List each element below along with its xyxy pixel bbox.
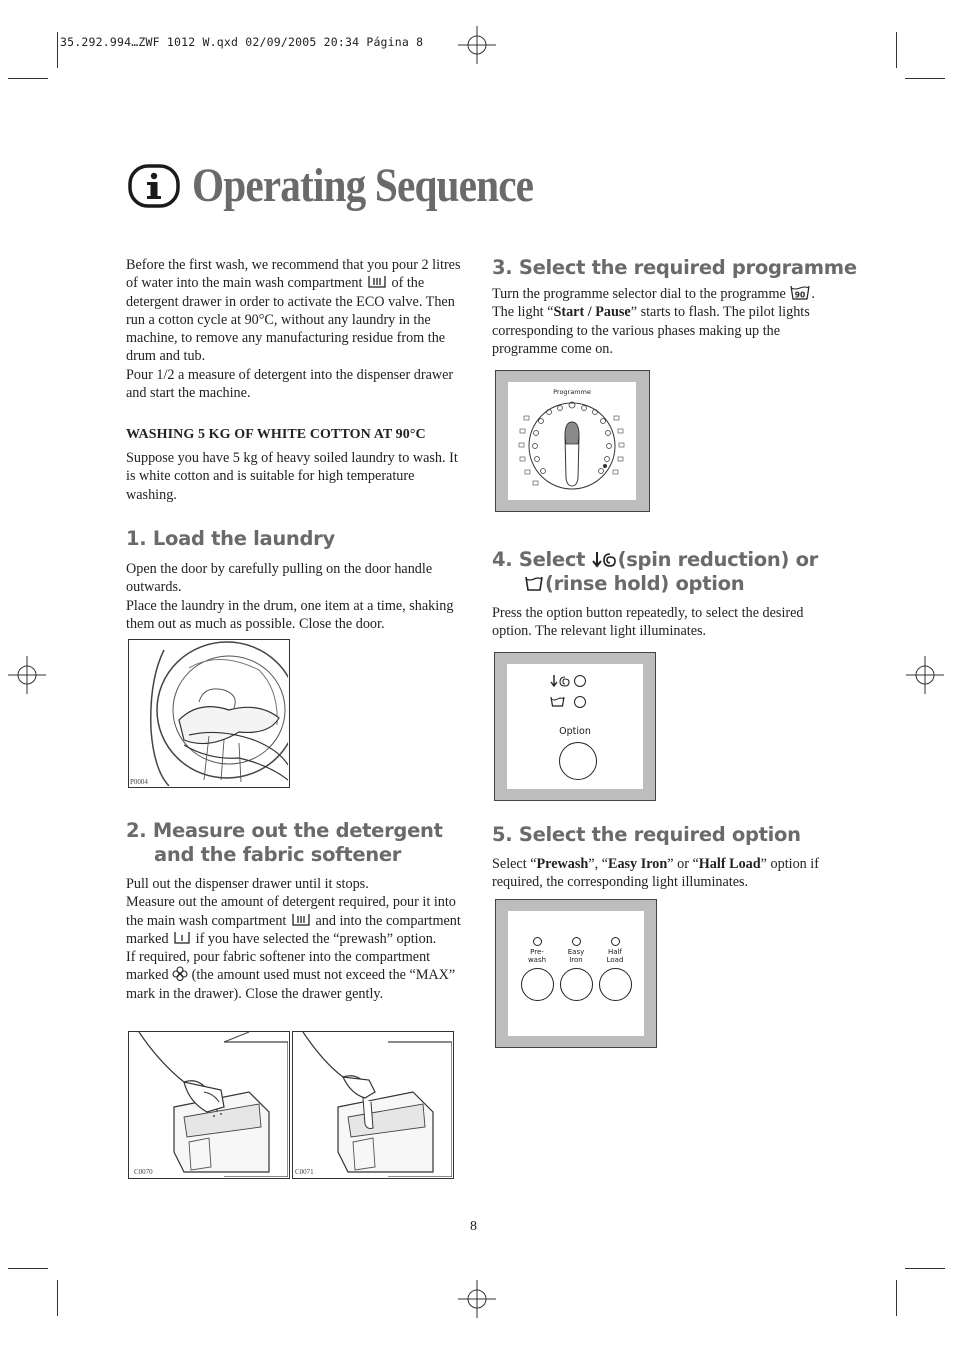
easy-iron-option bbox=[559, 937, 593, 1001]
prewash-button[interactable] bbox=[521, 968, 554, 1001]
prewash-label bbox=[520, 948, 554, 964]
options-panel-face bbox=[508, 911, 644, 1036]
start-pause-label: Start / Pause bbox=[553, 304, 631, 321]
prewash-option-name: Prewash bbox=[536, 856, 589, 872]
drawer-softener-drawing bbox=[293, 1032, 452, 1177]
main-wash-compartment-icon bbox=[366, 275, 388, 289]
step2-heading-line2: and the fabric softener bbox=[154, 843, 402, 866]
step5-text bbox=[492, 855, 828, 892]
intro-p2: Pour 1/2 a measure of detergent into the dispenser drawer and start the machine. bbox=[126, 366, 454, 402]
info-icon bbox=[128, 162, 180, 210]
step3-text bbox=[492, 285, 828, 358]
print-header: 35.292.994…ZWF 1012 W.qxd 02/09/2005 20:34 Página 8 bbox=[60, 35, 424, 49]
figure-code: C0070 bbox=[134, 1168, 153, 1176]
figure-code: P0004 bbox=[130, 778, 148, 786]
prewash-label-line1: Pre- bbox=[530, 948, 544, 956]
main-wash-compartment-icon bbox=[290, 913, 312, 927]
step5-text-c: ” or “ bbox=[667, 856, 699, 872]
laundry-drum-drawing bbox=[129, 640, 288, 786]
step2-heading-line1: 2. Measure out the detergent bbox=[126, 819, 443, 842]
load-laundry-illustration bbox=[128, 639, 290, 788]
step4-heading-a: 4. Select bbox=[492, 548, 586, 571]
option-button-panel bbox=[494, 652, 656, 801]
registration-mark-left bbox=[8, 656, 46, 694]
options-button-panel bbox=[495, 899, 657, 1048]
step2-p3b: (the amount used must not exceed the “MAX” mark in the drawer). Close the drawer gently. bbox=[126, 967, 456, 1002]
step2-p2c: if you have selected the “prewash” option. bbox=[195, 930, 437, 947]
detergent-drawer-illustration-left bbox=[128, 1031, 290, 1179]
prewash-label-line2: wash bbox=[527, 956, 547, 964]
prewash-option bbox=[520, 937, 554, 1001]
page-title: Operating Sequence bbox=[192, 159, 534, 212]
step5-text-a: Select “ bbox=[492, 856, 537, 872]
step4-heading-b: (spin reduction) or bbox=[617, 548, 818, 571]
page-title-block bbox=[128, 158, 589, 213]
half-load-indicator-light bbox=[611, 937, 620, 946]
programme-dial-face bbox=[508, 382, 636, 500]
cotton-90-programme-icon bbox=[789, 285, 811, 300]
step5-text-b: ”, “ bbox=[588, 856, 608, 872]
step4-heading-c: (rinse hold) option bbox=[545, 572, 745, 595]
fabric-softener-flower-icon bbox=[172, 966, 188, 981]
crop-mark bbox=[57, 32, 58, 68]
step2-p2a: Measure out the amount of detergent required, pour it into the main wash compartment bbox=[126, 894, 456, 929]
crop-mark bbox=[8, 1268, 48, 1269]
half-load-label-line1: Half bbox=[608, 948, 622, 956]
step1-p2: Place the laundry in the drum, one item at a time, shaking them out as much as possible. Close the door. bbox=[126, 597, 454, 632]
registration-mark-right bbox=[906, 656, 944, 694]
step1-heading: 1. Load the laundry bbox=[126, 527, 335, 550]
figure-code: C0071 bbox=[295, 1168, 314, 1176]
programme-label: Programme bbox=[553, 388, 591, 396]
half-load-label bbox=[598, 948, 632, 964]
easy-iron-label-line1: Easy bbox=[567, 948, 585, 956]
option-panel-face bbox=[507, 664, 643, 789]
step2-heading bbox=[126, 819, 443, 867]
half-load-option-name: Half Load bbox=[698, 856, 761, 872]
step2-text bbox=[126, 875, 464, 1003]
intro-p1-after: of the detergent drawer in order to activate the ECO valve. Then run a cotton cycle at 90°C, without any laundry in the machine, to remove any manufacturing residue from the drum and tub. bbox=[126, 275, 455, 365]
intro-text bbox=[126, 256, 462, 402]
programme-selector-dial[interactable] bbox=[508, 382, 636, 500]
step2-p2b: and into the compartment marked bbox=[126, 912, 461, 947]
half-load-button[interactable] bbox=[599, 968, 632, 1001]
step3-text-b: . The light “ bbox=[492, 286, 815, 321]
step1-p1: Open the door by carefully pulling on the door handle outwards. bbox=[126, 561, 433, 596]
step3-heading: 3. Select the required programme bbox=[492, 256, 857, 279]
drawer-pour-drawing bbox=[129, 1032, 288, 1177]
step2-p3a: If required, pour fabric softener into the compartment marked bbox=[126, 949, 431, 984]
crop-mark bbox=[905, 1268, 945, 1269]
prewash-indicator-light bbox=[533, 937, 542, 946]
registration-mark-bottom bbox=[458, 1280, 496, 1318]
step3-text-c: ” starts to flash. The pilot lights corresponding to the various phases making up the programme come on. bbox=[492, 304, 810, 357]
step1-text bbox=[126, 560, 462, 633]
easy-iron-indicator-light bbox=[572, 937, 581, 946]
programme-dial-panel bbox=[495, 370, 650, 512]
option-indicators bbox=[547, 673, 599, 713]
step4-heading bbox=[492, 548, 818, 596]
intro-p1-before: Before the first wash, we recommend that you pour 2 litres of water into the main wash compartment bbox=[126, 257, 461, 292]
step5-text-d: ” option if required, the corresponding light illuminates. bbox=[492, 856, 819, 891]
crop-mark bbox=[896, 32, 897, 68]
crop-mark bbox=[8, 78, 48, 79]
crop-mark bbox=[896, 1280, 897, 1316]
crop-mark bbox=[57, 1280, 58, 1316]
easy-iron-label-line2: Iron bbox=[569, 956, 583, 964]
half-load-label-line2: Load bbox=[606, 956, 624, 964]
step5-heading: 5. Select the required option bbox=[492, 823, 801, 846]
prewash-compartment-icon bbox=[172, 931, 192, 945]
washing-heading: WASHING 5 KG OF WHITE COTTON AT 90°C bbox=[126, 427, 426, 442]
spin-reduction-icon bbox=[592, 550, 618, 568]
easy-iron-button[interactable] bbox=[560, 968, 593, 1001]
option-label: Option bbox=[559, 726, 591, 737]
option-button[interactable] bbox=[559, 742, 597, 780]
step4-text: Press the option button repeatedly, to select the desired option. The relevant light illuminates. bbox=[492, 605, 804, 640]
softener-drawer-illustration-right bbox=[292, 1031, 454, 1179]
rinse-hold-icon bbox=[523, 574, 545, 592]
step2-p1: Pull out the dispenser drawer until it stops. bbox=[126, 876, 369, 892]
easy-iron-option-name: Easy Iron bbox=[607, 856, 668, 872]
registration-mark-top bbox=[458, 26, 496, 64]
page-number: 8 bbox=[470, 1219, 477, 1234]
svg-text:90: 90 bbox=[795, 290, 806, 300]
half-load-option bbox=[598, 937, 632, 1001]
washing-text: Suppose you have 5 kg of heavy soiled laundry to wash. It is white cotton and is suitable for high temperature washing. bbox=[126, 450, 458, 503]
crop-mark bbox=[905, 78, 945, 79]
step3-text-a: Turn the programme selector dial to the programme bbox=[492, 286, 786, 302]
easy-iron-label bbox=[559, 948, 593, 964]
